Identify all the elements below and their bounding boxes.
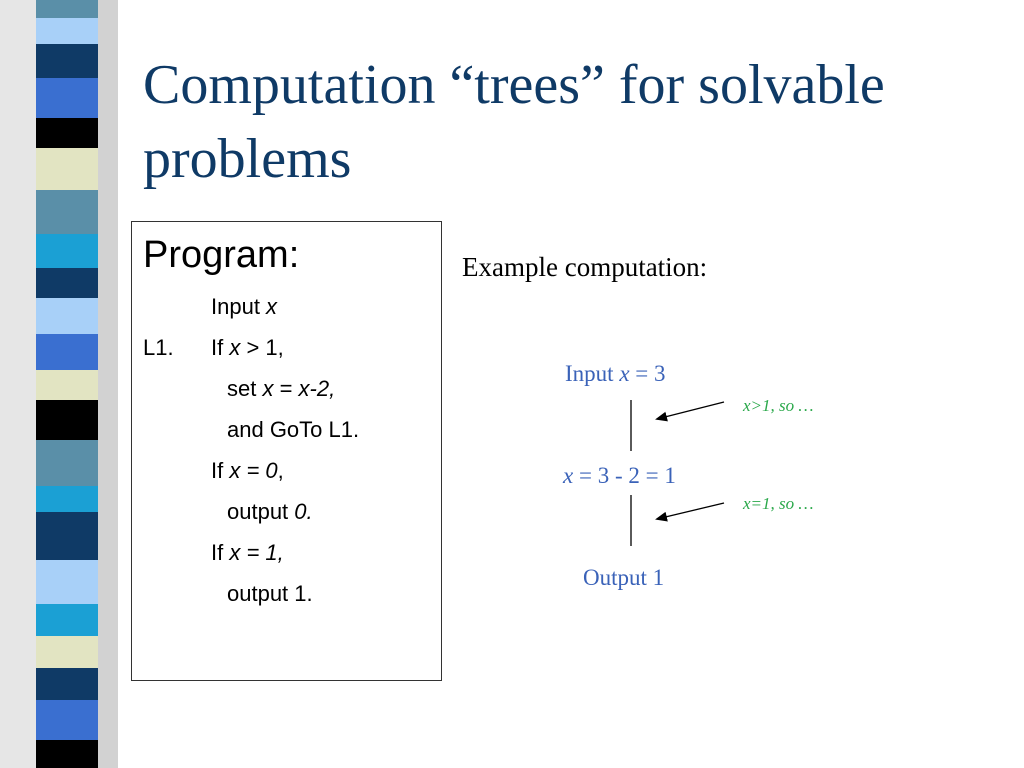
program-line [132,458,432,488]
text-run: 0. [294,499,313,524]
annotation-first: x>1, so … [743,396,814,415]
annotation-second: x=1, so … [743,494,814,513]
tree-node-output [583,565,664,591]
stripe-shadow [96,0,118,768]
text-run: = [273,376,299,401]
stripe-graphic [0,0,130,768]
text-run: Output 1 [583,565,665,590]
stripe-band [36,440,98,486]
program-line-text [227,581,313,607]
text-run: Input [211,294,267,319]
stripe-band [36,636,98,668]
stripe-band [36,486,98,512]
stripe-band [36,234,98,268]
program-line-text [211,540,284,566]
program-line [132,540,432,570]
program-line-label: L1. [143,335,174,360]
text-run: x-2, [298,376,336,401]
annotation-arrow-1 [657,402,724,419]
stripe-band [36,78,98,118]
text-run: = 3 - 2 = 1 [573,463,676,488]
program-line-text [227,499,313,525]
text-run: output 1. [227,581,313,606]
text-run: x = 1, [229,540,284,565]
program-line-text [227,417,359,443]
program-line [132,499,432,529]
stripe-band [36,18,98,44]
program-heading: Program: [143,234,300,276]
program-line [132,581,432,611]
stripe-shadow-left [0,0,36,768]
decorative-stripe-bar [0,0,130,768]
stripe-band [36,268,98,298]
text-run: x [619,361,630,386]
text-run: If [211,540,230,565]
stripe-band [36,118,98,148]
text-run: x [266,294,278,319]
example-label: Example computation: [462,252,708,282]
text-run: set [227,376,263,401]
program-line-text [211,458,284,484]
stripe-band [36,400,98,440]
text-run: , [277,458,284,483]
text-run: output [227,499,295,524]
slide-title: Computation “trees” for solvable problems [143,54,885,190]
tree-node-input [565,361,666,387]
stripe-band [36,44,98,78]
stripe-band [36,740,98,768]
text-run: Input [565,361,620,386]
text-run: > 1, [240,335,284,360]
stripe-band [36,298,98,334]
program-line [132,294,432,324]
text-run: If [211,458,230,483]
stripe-band [36,0,98,18]
stripe-band [36,190,98,234]
program-line [132,376,432,406]
program-box [131,221,442,681]
annotation-arrow-2 [657,503,724,519]
stripe-band [36,560,98,604]
program-line-text [211,335,284,361]
text-run: x [563,463,574,488]
stripe-band [36,148,98,190]
program-line-text [227,376,335,402]
text-run: x [262,376,274,401]
stripe-band [36,512,98,560]
stripe-band [36,334,98,370]
stripe-band [36,700,98,740]
text-run: = 3 [629,361,666,386]
text-run: x = 0 [229,458,278,483]
program-line [132,417,432,447]
stripe-band [36,668,98,700]
text-run: and GoTo L1. [227,417,360,442]
tree-node-step [563,463,676,489]
program-line [132,335,432,365]
text-run: If [211,335,230,360]
text-run: x [229,335,241,360]
stripe-band [36,604,98,636]
program-line-text [211,294,277,320]
stripe-band [36,370,98,400]
